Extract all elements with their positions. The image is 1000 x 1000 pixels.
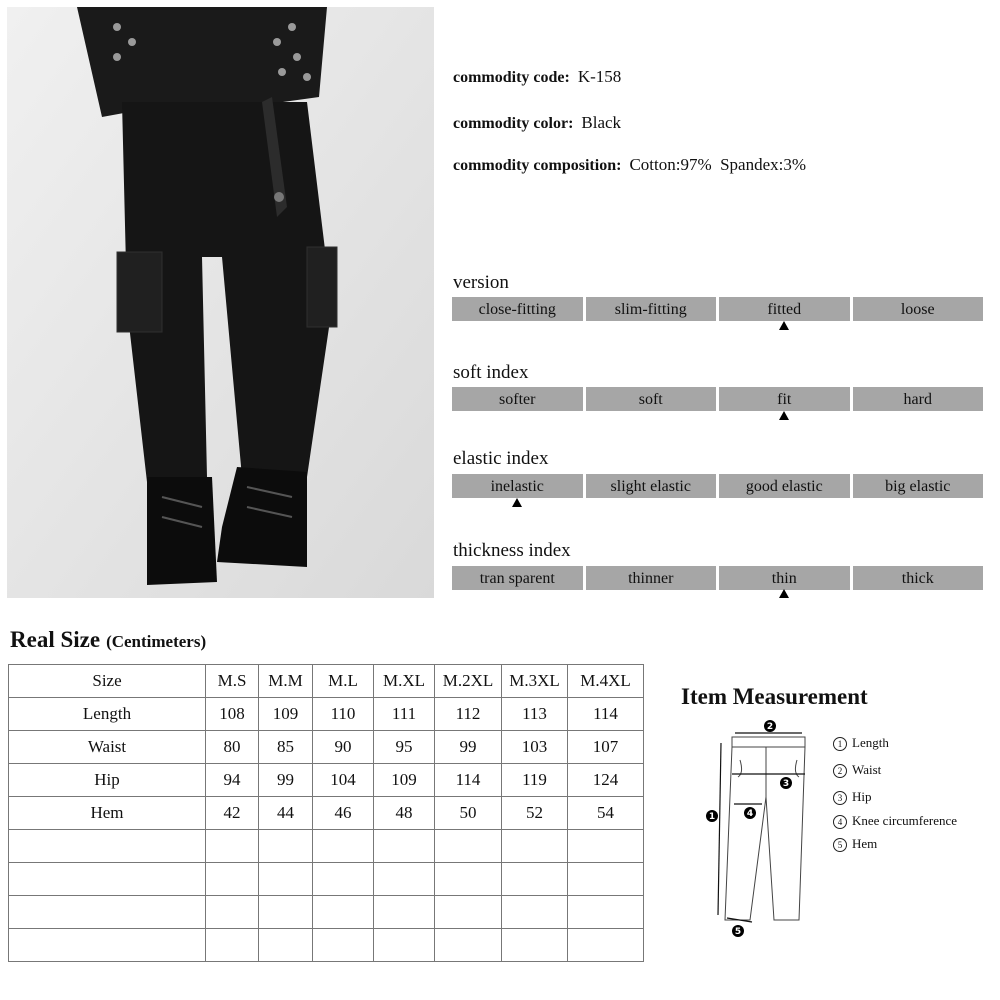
commodity-color-value: Black — [581, 113, 622, 132]
table-row — [9, 764, 644, 797]
version-scale — [452, 297, 983, 321]
thickness-index-selected-marker — [779, 589, 789, 598]
version-option: close-fitting — [452, 297, 583, 321]
table-cell — [259, 830, 313, 863]
elastic-index-title: elastic index — [453, 448, 549, 469]
table-cell: 124 — [568, 764, 644, 797]
real-size-unit: (Centimeters) — [106, 632, 207, 651]
table-cell: 103 — [502, 731, 568, 764]
table-cell: 112 — [435, 698, 502, 731]
table-cell — [206, 863, 259, 896]
table-cell: 52 — [502, 797, 568, 830]
elastic-index-option: slight elastic — [586, 474, 717, 498]
table-cell: 95 — [374, 731, 435, 764]
table-cell — [259, 896, 313, 929]
table-cell: 90 — [313, 731, 374, 764]
legend-number: 4 — [833, 815, 847, 829]
table-cell: M.4XL — [568, 665, 644, 698]
commodity-composition-label: commodity composition: — [453, 157, 622, 174]
commodity-composition — [453, 155, 806, 175]
table-cell — [502, 830, 568, 863]
table-cell: M.S — [206, 665, 259, 698]
diagram-number-3: 3 — [782, 779, 790, 789]
elastic-index-option: big elastic — [853, 474, 984, 498]
version-title: version — [453, 272, 509, 293]
table-cell — [9, 830, 206, 863]
version-option: fitted — [719, 297, 850, 321]
table-cell: 119 — [502, 764, 568, 797]
legend-number: 1 — [833, 737, 847, 751]
product-photo — [7, 7, 434, 598]
elastic-index-option: good elastic — [719, 474, 850, 498]
table-cell — [206, 830, 259, 863]
table-cell: Hem — [9, 797, 206, 830]
table-cell: 108 — [206, 698, 259, 731]
table-cell: M.L — [313, 665, 374, 698]
soft-index-option: softer — [452, 387, 583, 411]
pants-model-illustration — [7, 7, 434, 598]
elastic-index-selected-marker — [512, 498, 522, 507]
thickness-index-title: thickness index — [453, 540, 571, 561]
table-cell — [435, 929, 502, 962]
commodity-code — [453, 67, 621, 87]
table-cell — [259, 863, 313, 896]
legend-number: 2 — [833, 764, 847, 778]
table-cell: 42 — [206, 797, 259, 830]
version-selected-marker — [779, 321, 789, 330]
table-cell: 99 — [259, 764, 313, 797]
thickness-index-option: thick — [853, 566, 984, 590]
soft-index-option: hard — [853, 387, 984, 411]
commodity-code-value: K-158 — [577, 67, 622, 86]
soft-index-selected-marker — [779, 411, 789, 420]
table-cell: 111 — [374, 698, 435, 731]
table-cell: Size — [9, 665, 206, 698]
table-cell — [259, 929, 313, 962]
soft-index-option: soft — [586, 387, 717, 411]
legend-number: 5 — [833, 838, 847, 852]
legend-item-length — [833, 735, 889, 751]
version-option: slim-fitting — [586, 297, 717, 321]
legend-item-waist — [833, 762, 881, 778]
table-row-empty — [9, 929, 644, 962]
table-cell — [435, 830, 502, 863]
table-row — [9, 797, 644, 830]
table-cell: 107 — [568, 731, 644, 764]
table-cell — [568, 863, 644, 896]
table-row — [9, 665, 644, 698]
diagram-number-5: 5 — [734, 927, 742, 937]
thickness-index-scale — [452, 566, 983, 590]
table-cell — [502, 929, 568, 962]
table-cell — [313, 830, 374, 863]
table-cell — [206, 896, 259, 929]
legend-label: Hem — [852, 836, 878, 851]
table-row-empty — [9, 896, 644, 929]
legend-number: 3 — [833, 791, 847, 805]
version-option: loose — [853, 297, 984, 321]
legend-label: Waist — [852, 762, 882, 777]
table-cell: Length — [9, 698, 206, 731]
table-cell — [502, 896, 568, 929]
table-cell: 114 — [435, 764, 502, 797]
table-cell: M.2XL — [435, 665, 502, 698]
table-row — [9, 698, 644, 731]
soft-index-scale — [452, 387, 983, 411]
legend-item-hip — [833, 789, 872, 805]
table-cell: 85 — [259, 731, 313, 764]
table-cell — [9, 863, 206, 896]
table-cell — [435, 896, 502, 929]
pants-measurement-diagram — [700, 715, 830, 945]
thickness-index-option: thinner — [586, 566, 717, 590]
diagram-number-2: 2 — [766, 722, 774, 732]
elastic-index-option: inelastic — [452, 474, 583, 498]
table-cell: Waist — [9, 731, 206, 764]
thickness-index-option: thin — [719, 566, 850, 590]
table-cell — [502, 863, 568, 896]
table-cell: M.M — [259, 665, 313, 698]
legend-item-hem — [833, 836, 877, 852]
table-cell — [568, 929, 644, 962]
legend-label: Length — [852, 735, 889, 750]
table-cell: 46 — [313, 797, 374, 830]
legend-item-knee — [833, 813, 957, 829]
real-size-heading: Real Size — [10, 627, 101, 652]
soft-index-option: fit — [719, 387, 850, 411]
legend-label: Knee circumference — [852, 813, 958, 828]
table-cell — [374, 830, 435, 863]
table-row-empty — [9, 863, 644, 896]
table-cell: 94 — [206, 764, 259, 797]
elastic-index-scale — [452, 474, 983, 498]
table-cell — [374, 863, 435, 896]
real-size-title — [10, 627, 206, 653]
table-cell: 50 — [435, 797, 502, 830]
table-cell: M.XL — [374, 665, 435, 698]
table-cell — [568, 896, 644, 929]
commodity-color — [453, 113, 621, 133]
table-cell: 109 — [259, 698, 313, 731]
table-cell: 113 — [502, 698, 568, 731]
table-cell: Hip — [9, 764, 206, 797]
thickness-index-option: tran sparent — [452, 566, 583, 590]
table-cell: 44 — [259, 797, 313, 830]
commodity-code-label: commodity code: — [453, 69, 570, 86]
table-cell: 48 — [374, 797, 435, 830]
table-cell — [206, 929, 259, 962]
table-cell: 109 — [374, 764, 435, 797]
item-measurement-title: Item Measurement — [681, 684, 868, 709]
table-cell: 54 — [568, 797, 644, 830]
table-cell — [9, 896, 206, 929]
table-cell — [568, 830, 644, 863]
commodity-composition-value: Cotton:97% Spandex:3% — [629, 155, 807, 174]
table-cell: 99 — [435, 731, 502, 764]
diagram-number-4: 4 — [746, 809, 754, 819]
table-cell — [313, 863, 374, 896]
size-table — [8, 664, 644, 962]
table-cell — [374, 896, 435, 929]
table-cell — [9, 929, 206, 962]
table-cell: M.3XL — [502, 665, 568, 698]
table-cell — [313, 929, 374, 962]
soft-index-title: soft index — [453, 362, 529, 383]
table-cell: 114 — [568, 698, 644, 731]
table-cell: 110 — [313, 698, 374, 731]
diagram-number-1: 1 — [708, 812, 716, 822]
table-cell: 80 — [206, 731, 259, 764]
table-row — [9, 731, 644, 764]
table-cell — [313, 896, 374, 929]
table-cell — [435, 863, 502, 896]
table-cell: 104 — [313, 764, 374, 797]
commodity-color-label: commodity color: — [453, 115, 574, 132]
table-cell — [374, 929, 435, 962]
legend-label: Hip — [852, 789, 872, 804]
table-row-empty — [9, 830, 644, 863]
